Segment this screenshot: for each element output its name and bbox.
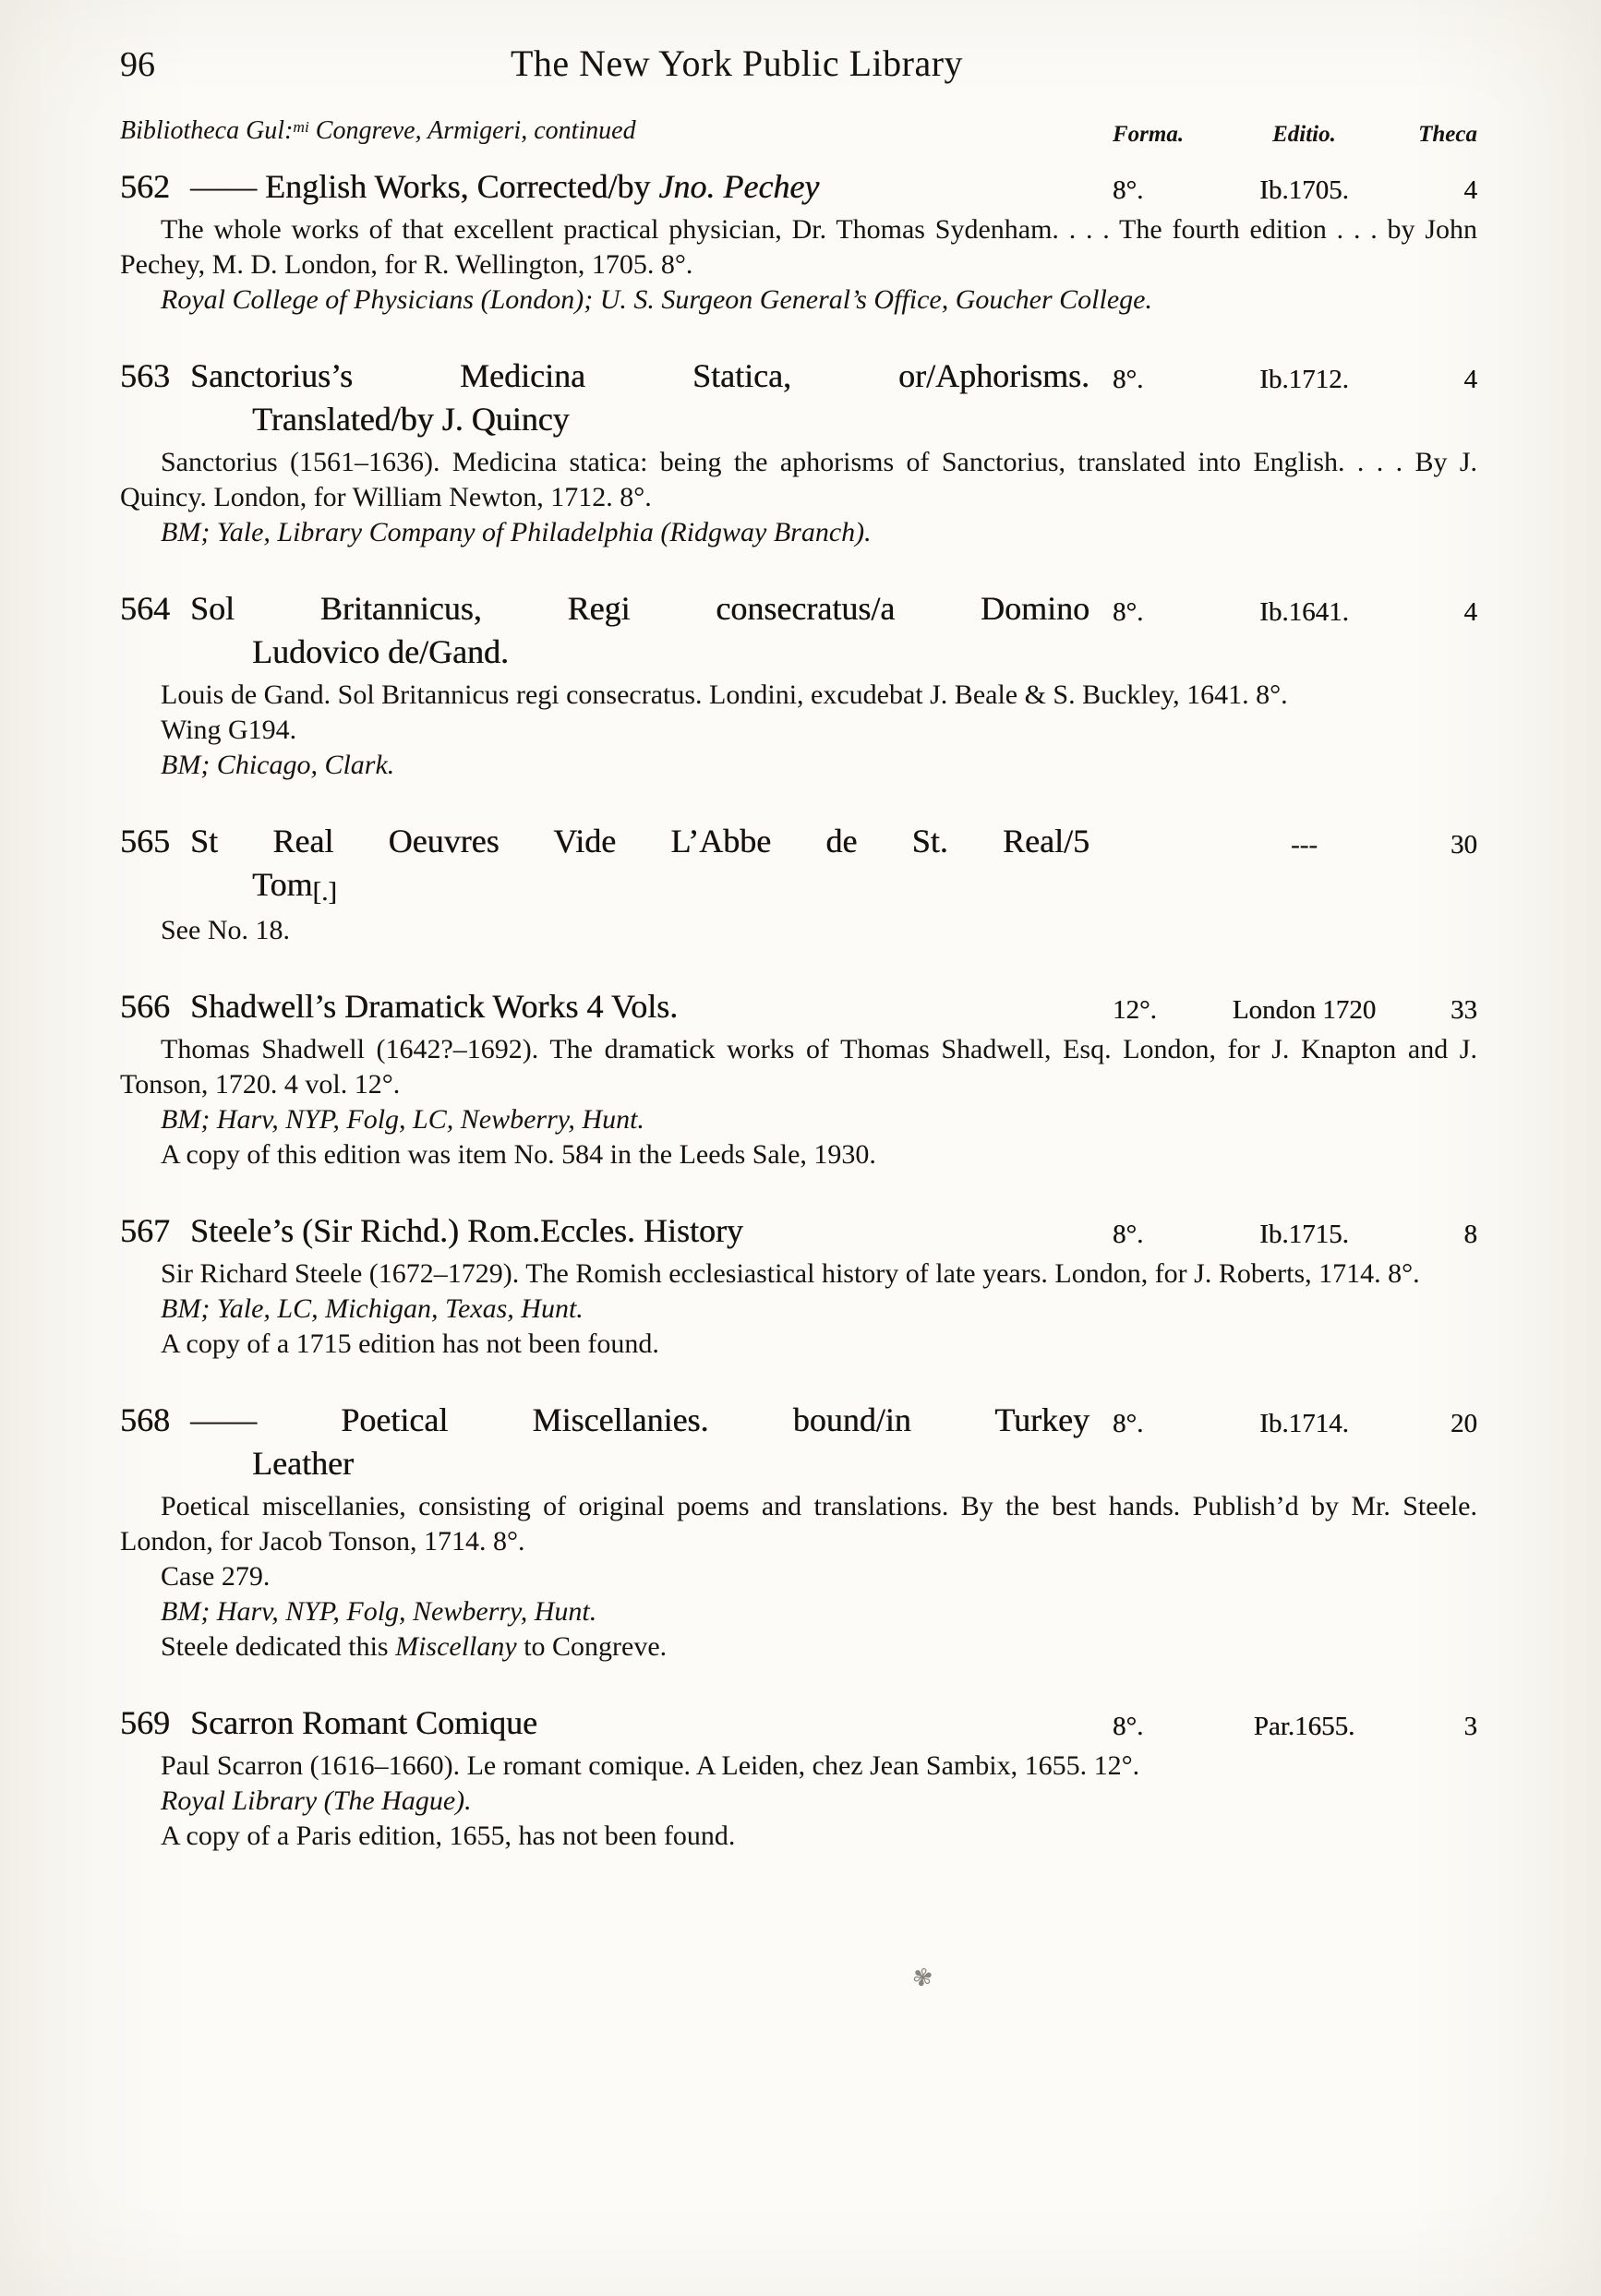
italic-text-run: Jno. Pechey [658,168,820,205]
text-run: Sanctorius (1561–1636). Medicina statica: being the aphorisms of Sanctorius, translated into English. . . . By J. Quincy. London, for William Newton, 1712. 8°. [120,447,1477,512]
text-run: Steele dedicated this [161,1631,396,1662]
entry-head [120,1399,1477,1485]
text-run: —— English Works, Corrected/by [190,168,659,205]
entry-number: 565 [120,823,170,859]
catalog-entry [120,165,1477,318]
entry-notes [120,913,1477,948]
text-run: Leather [252,1445,354,1482]
entry-title-line [120,985,1089,1028]
text-run: Sol Britannicus, Regi consecratus/a Domino [190,590,1089,627]
text-run: Louis de Gand. Sol Britannicus regi consecratus. Londini, excudebat J. Beale & S. Buckley, 1641. 8°. [161,679,1288,710]
text-run: —— Poetical Miscellanies. bound/in Turkey [190,1401,1089,1438]
entry-notes [120,1489,1477,1665]
entry-title-line [120,863,1089,909]
text-run: St Real Oeuvres Vide L’Abbe de St. Real/5 [190,823,1089,859]
entry-notes [120,1749,1477,1854]
section-heading [120,114,1089,150]
text-run: Tom [252,866,313,903]
text-run: mi [293,118,309,137]
text-run: Wing G194. [161,715,297,745]
entry-reference-note [120,515,1477,550]
entry-note [120,678,1477,713]
entry-head [120,355,1477,441]
entry-theca: 4 [1463,365,1477,394]
entry-number: 563 [120,357,170,394]
catalog-entry [120,985,1477,1172]
text-run: Scarron Romant Comique [190,1704,537,1741]
entry-note [120,212,1477,282]
text-run: The whole works of that excellent practical physician, Dr. Thomas Sydenham. . . . The fourth edition . . . by John Pechey, M. D. London, for R. Wellington, 1705. 8°. [120,214,1477,280]
entry-theca: 20 [1451,1409,1477,1438]
text-run: Poetical miscellanies, consisting of original poems and translations. By the best hands. Publish’d by Mr. Steele. London, for Jacob Tonson, 1714. 8°. [120,1491,1477,1557]
entry-note [120,1629,1477,1665]
catalog-entry [120,587,1477,783]
entry-forma [1089,820,1214,909]
entry-editio: --- [1291,830,1318,859]
catalog-entry [120,1209,1477,1362]
text-run: Thomas Shadwell (1642?–1692). The dramatick works of Thomas Shadwell, Esq. London, for J. Knapton and J. Tonson, 1720. 4 vol. 12°. [120,1034,1477,1100]
entry-reference-note [120,1594,1477,1629]
text-run: BM; Harv, NYP, Folg, LC, Newberry, Hunt. [161,1104,644,1135]
entry-editio: Ib.1641. [1259,597,1349,627]
entry-editio: Ib.1705. [1259,175,1349,205]
catalog-entry [120,1399,1477,1665]
text-run: Royal College of Physicians (London); U. S. Surgeon General’s Office, Goucher College. [161,284,1152,315]
entry-editio: Ib.1712. [1259,365,1349,394]
entry-title [120,985,1089,1028]
entry-number: 567 [120,1212,170,1249]
entry-number: 564 [120,590,170,627]
entry-title-line [120,1442,1089,1485]
text-run: Ludovico de/Gand. [252,633,509,670]
entry-title-line [120,165,1089,209]
text-run: Royal Library (The Hague). [161,1785,472,1816]
entry-title [120,820,1089,909]
entry-title [120,355,1089,441]
text-run: BM; Yale, Library Company of Philadelphia (Ridgway Branch). [161,517,872,547]
entry-title-line [120,398,1089,441]
text-run: Translated/by J. Quincy [252,401,570,438]
entry-forma: 8°. [1113,597,1144,627]
entry-note [120,1032,1477,1102]
entry-title [120,587,1089,674]
text-run: Shadwell’s Dramatick Works 4 Vols. [190,988,679,1025]
entry-forma: 8°. [1113,1409,1144,1438]
text-run: See No. 18. [161,915,290,945]
entry-forma: 8°. [1113,175,1144,205]
text-run: Sir Richard Steele (1672–1729). The Romish ecclesiastical history of late years. London, for J. Roberts, 1714. 8°. [161,1258,1420,1289]
entry-notes [120,1256,1477,1362]
scan-artifact: ✾ [909,1963,935,1993]
catalog-entry [120,355,1477,550]
column-header-row [120,114,1477,150]
entry-theca: 4 [1463,597,1477,627]
entry-title-line [120,1701,1089,1745]
entry-theca: 30 [1451,830,1477,859]
entry-note [120,1137,1477,1172]
text-run: Bibliotheca Gul: [120,116,294,145]
text-run: Congreve, Armigeri, continued [308,116,636,145]
entry-head [120,820,1477,909]
entry-reference-note [120,1292,1477,1327]
text-run: Paul Scarron (1616–1660). Le romant comique. A Leiden, chez Jean Sambix, 1655. 12°. [161,1750,1140,1781]
entry-title-line [120,587,1089,631]
column-header-theca: Theca [1418,122,1477,147]
entry-title-line [120,355,1089,398]
entry-list [120,165,1477,1854]
entry-reference-note [120,282,1477,318]
entry-head [120,165,1477,209]
entry-editio: London 1720 [1232,995,1377,1025]
entry-editio: Par.1655. [1253,1712,1355,1741]
entry-title-line [120,1399,1089,1442]
text-run: A copy of a 1715 edition has not been found. [161,1328,659,1359]
text-run: Steele’s (Sir Richd.) Rom.Eccles. History [190,1212,743,1249]
italic-text-run: Miscellany [395,1631,517,1662]
entry-title [120,1399,1089,1485]
entry-note [120,1559,1477,1594]
page-title: The New York Public Library [510,42,964,84]
text-run: Sanctorius’s Medicina Statica, or/Aphorisms. [190,357,1089,394]
text-run: A copy of a Paris edition, 1655, has not been found. [161,1821,736,1851]
entry-note [120,913,1477,948]
entry-number: 569 [120,1704,170,1741]
text-run: [.] [312,877,337,908]
entry-head [120,1209,1477,1253]
text-run: A copy of this edition was item No. 584 in the Leeds Sale, 1930. [161,1139,876,1170]
entry-editio: Ib.1714. [1259,1409,1349,1438]
entry-note [120,713,1477,748]
catalog-entry [120,1701,1477,1854]
entry-notes [120,1032,1477,1172]
entry-forma: 8°. [1113,365,1144,394]
page-number: 96 [120,45,155,84]
entry-title [120,1701,1089,1745]
entry-title-line [120,631,1089,674]
entry-head [120,587,1477,674]
entry-note [120,445,1477,515]
entry-number: 562 [120,168,170,205]
entry-forma: 12°. [1113,995,1157,1025]
entry-reference-note [120,1784,1477,1819]
entry-theca: 8 [1463,1220,1477,1249]
entry-note [120,1327,1477,1362]
entry-notes [120,445,1477,550]
entry-notes [120,678,1477,783]
entry-title [120,165,1089,209]
entry-head [120,1701,1477,1745]
text-run: to Congreve. [516,1631,668,1662]
text-run: Case 279. [161,1561,271,1592]
entry-reference-note [120,748,1477,783]
entry-theca: 4 [1463,175,1477,205]
entry-note [120,1749,1477,1784]
text-run: BM; Yale, LC, Michigan, Texas, Hunt. [161,1293,584,1324]
entry-number: 568 [120,1401,170,1438]
entry-theca: 3 [1463,1712,1477,1741]
entry-head [120,985,1477,1028]
entry-forma: 8°. [1113,1712,1144,1741]
entry-title [120,1209,1089,1253]
entry-forma: 8°. [1113,1220,1144,1249]
text-run: BM; Harv, NYP, Folg, Newberry, Hunt. [161,1596,597,1627]
entry-reference-note [120,1102,1477,1137]
entry-editio: Ib.1715. [1259,1220,1349,1249]
column-header-forma: Forma. [1113,122,1185,147]
entry-note [120,1256,1477,1292]
text-run: BM; Chicago, Clark. [161,750,395,780]
entry-title-line [120,1209,1089,1253]
column-header-editio: Editio. [1272,122,1336,147]
entry-number: 566 [120,988,170,1025]
page-header [120,41,1477,92]
entry-note [120,1489,1477,1559]
entry-theca: 33 [1451,995,1477,1025]
entry-notes [120,212,1477,318]
entry-note [120,1819,1477,1854]
catalog-entry [120,820,1477,948]
entry-title-line [120,820,1089,863]
